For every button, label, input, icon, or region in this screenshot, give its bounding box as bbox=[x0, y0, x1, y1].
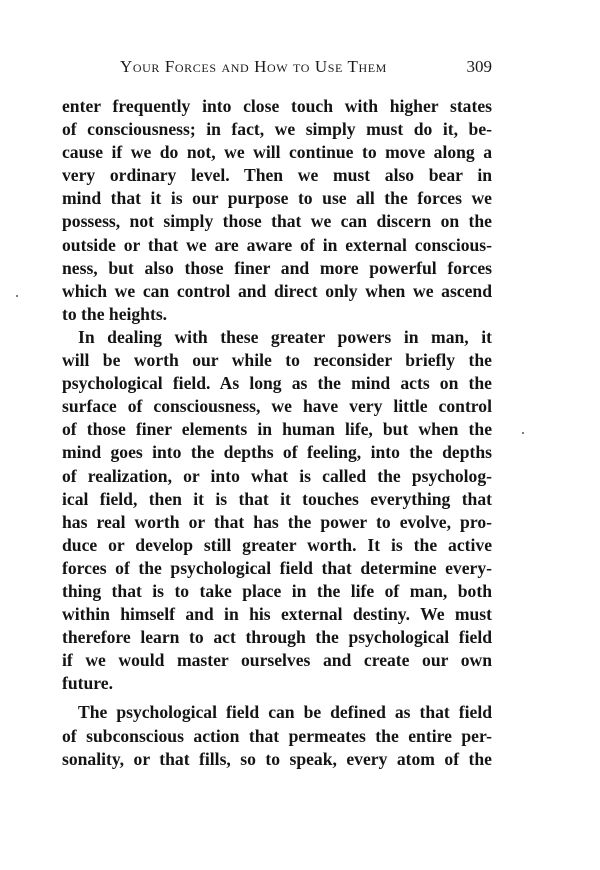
text-line: cause if we do not, we will continue to move along a bbox=[62, 142, 492, 163]
text-line: forces of the psychological field that determine every- bbox=[62, 557, 492, 578]
text-line: mind that it is our purpose to use all the forces we bbox=[62, 188, 492, 209]
text-line: of consciousness; in fact, we simply must do it, be- bbox=[62, 119, 492, 140]
page-number: 309 bbox=[466, 57, 492, 76]
text-line: psychological field. As long as the mind acts on the bbox=[62, 373, 492, 394]
paragraph-1 bbox=[62, 95, 492, 326]
text-line: of subconscious action that permeates the entire per- bbox=[62, 725, 492, 746]
paragraph-2 bbox=[62, 326, 492, 696]
margin-speck bbox=[16, 295, 18, 297]
text-line: thing that is to take place in the life of man, both bbox=[62, 580, 492, 601]
text-line: In dealing with these greater powers in man, it bbox=[78, 326, 492, 347]
text-line: surface of consciousness, we have very little control bbox=[62, 396, 492, 417]
text-line: very ordinary level. Then we must also bear in bbox=[62, 165, 492, 186]
paragraph-3 bbox=[62, 701, 492, 770]
text-line: therefore learn to act through the psychological field bbox=[62, 627, 492, 648]
text-line: duce or develop still greater worth. It is the active bbox=[62, 534, 492, 555]
text-line: future. bbox=[62, 673, 113, 694]
text-line: ical field, then it is that it touches everything that bbox=[62, 488, 492, 509]
text-line: enter frequently into close touch with higher states bbox=[62, 96, 492, 116]
text-line: of those finer elements in human life, but when the bbox=[62, 419, 492, 440]
text-line: if we would master ourselves and create our own bbox=[62, 650, 492, 671]
text-line: of realization, or into what is called the psycholog- bbox=[62, 465, 492, 486]
text-line: outside or that we are aware of in external conscious- bbox=[62, 234, 492, 255]
text-line: to the heights. bbox=[62, 303, 168, 324]
text-line: mind goes into the depths of feeling, into the depths bbox=[62, 442, 492, 463]
text-line: The psychological field can be defined as that field bbox=[78, 702, 492, 723]
text-line: possess, not simply those that we can discern on the bbox=[62, 211, 492, 232]
text-line: within himself and in his external destiny. We must bbox=[62, 604, 492, 625]
text-line: ness, but also those finer and more powerful forces bbox=[62, 257, 492, 278]
running-header bbox=[120, 57, 492, 79]
text-line: sonality, or that fills, so to speak, every atom of the bbox=[62, 748, 492, 769]
margin-speck bbox=[522, 432, 524, 434]
text-line: has real worth or that has the power to evolve, pro- bbox=[62, 511, 492, 532]
page-body bbox=[62, 95, 492, 771]
text-line: will be worth our while to reconsider briefly the bbox=[62, 350, 492, 371]
running-title: Your Forces and How to Use Them bbox=[120, 57, 387, 76]
text-line: which we can control and direct only when we ascend bbox=[62, 280, 492, 301]
